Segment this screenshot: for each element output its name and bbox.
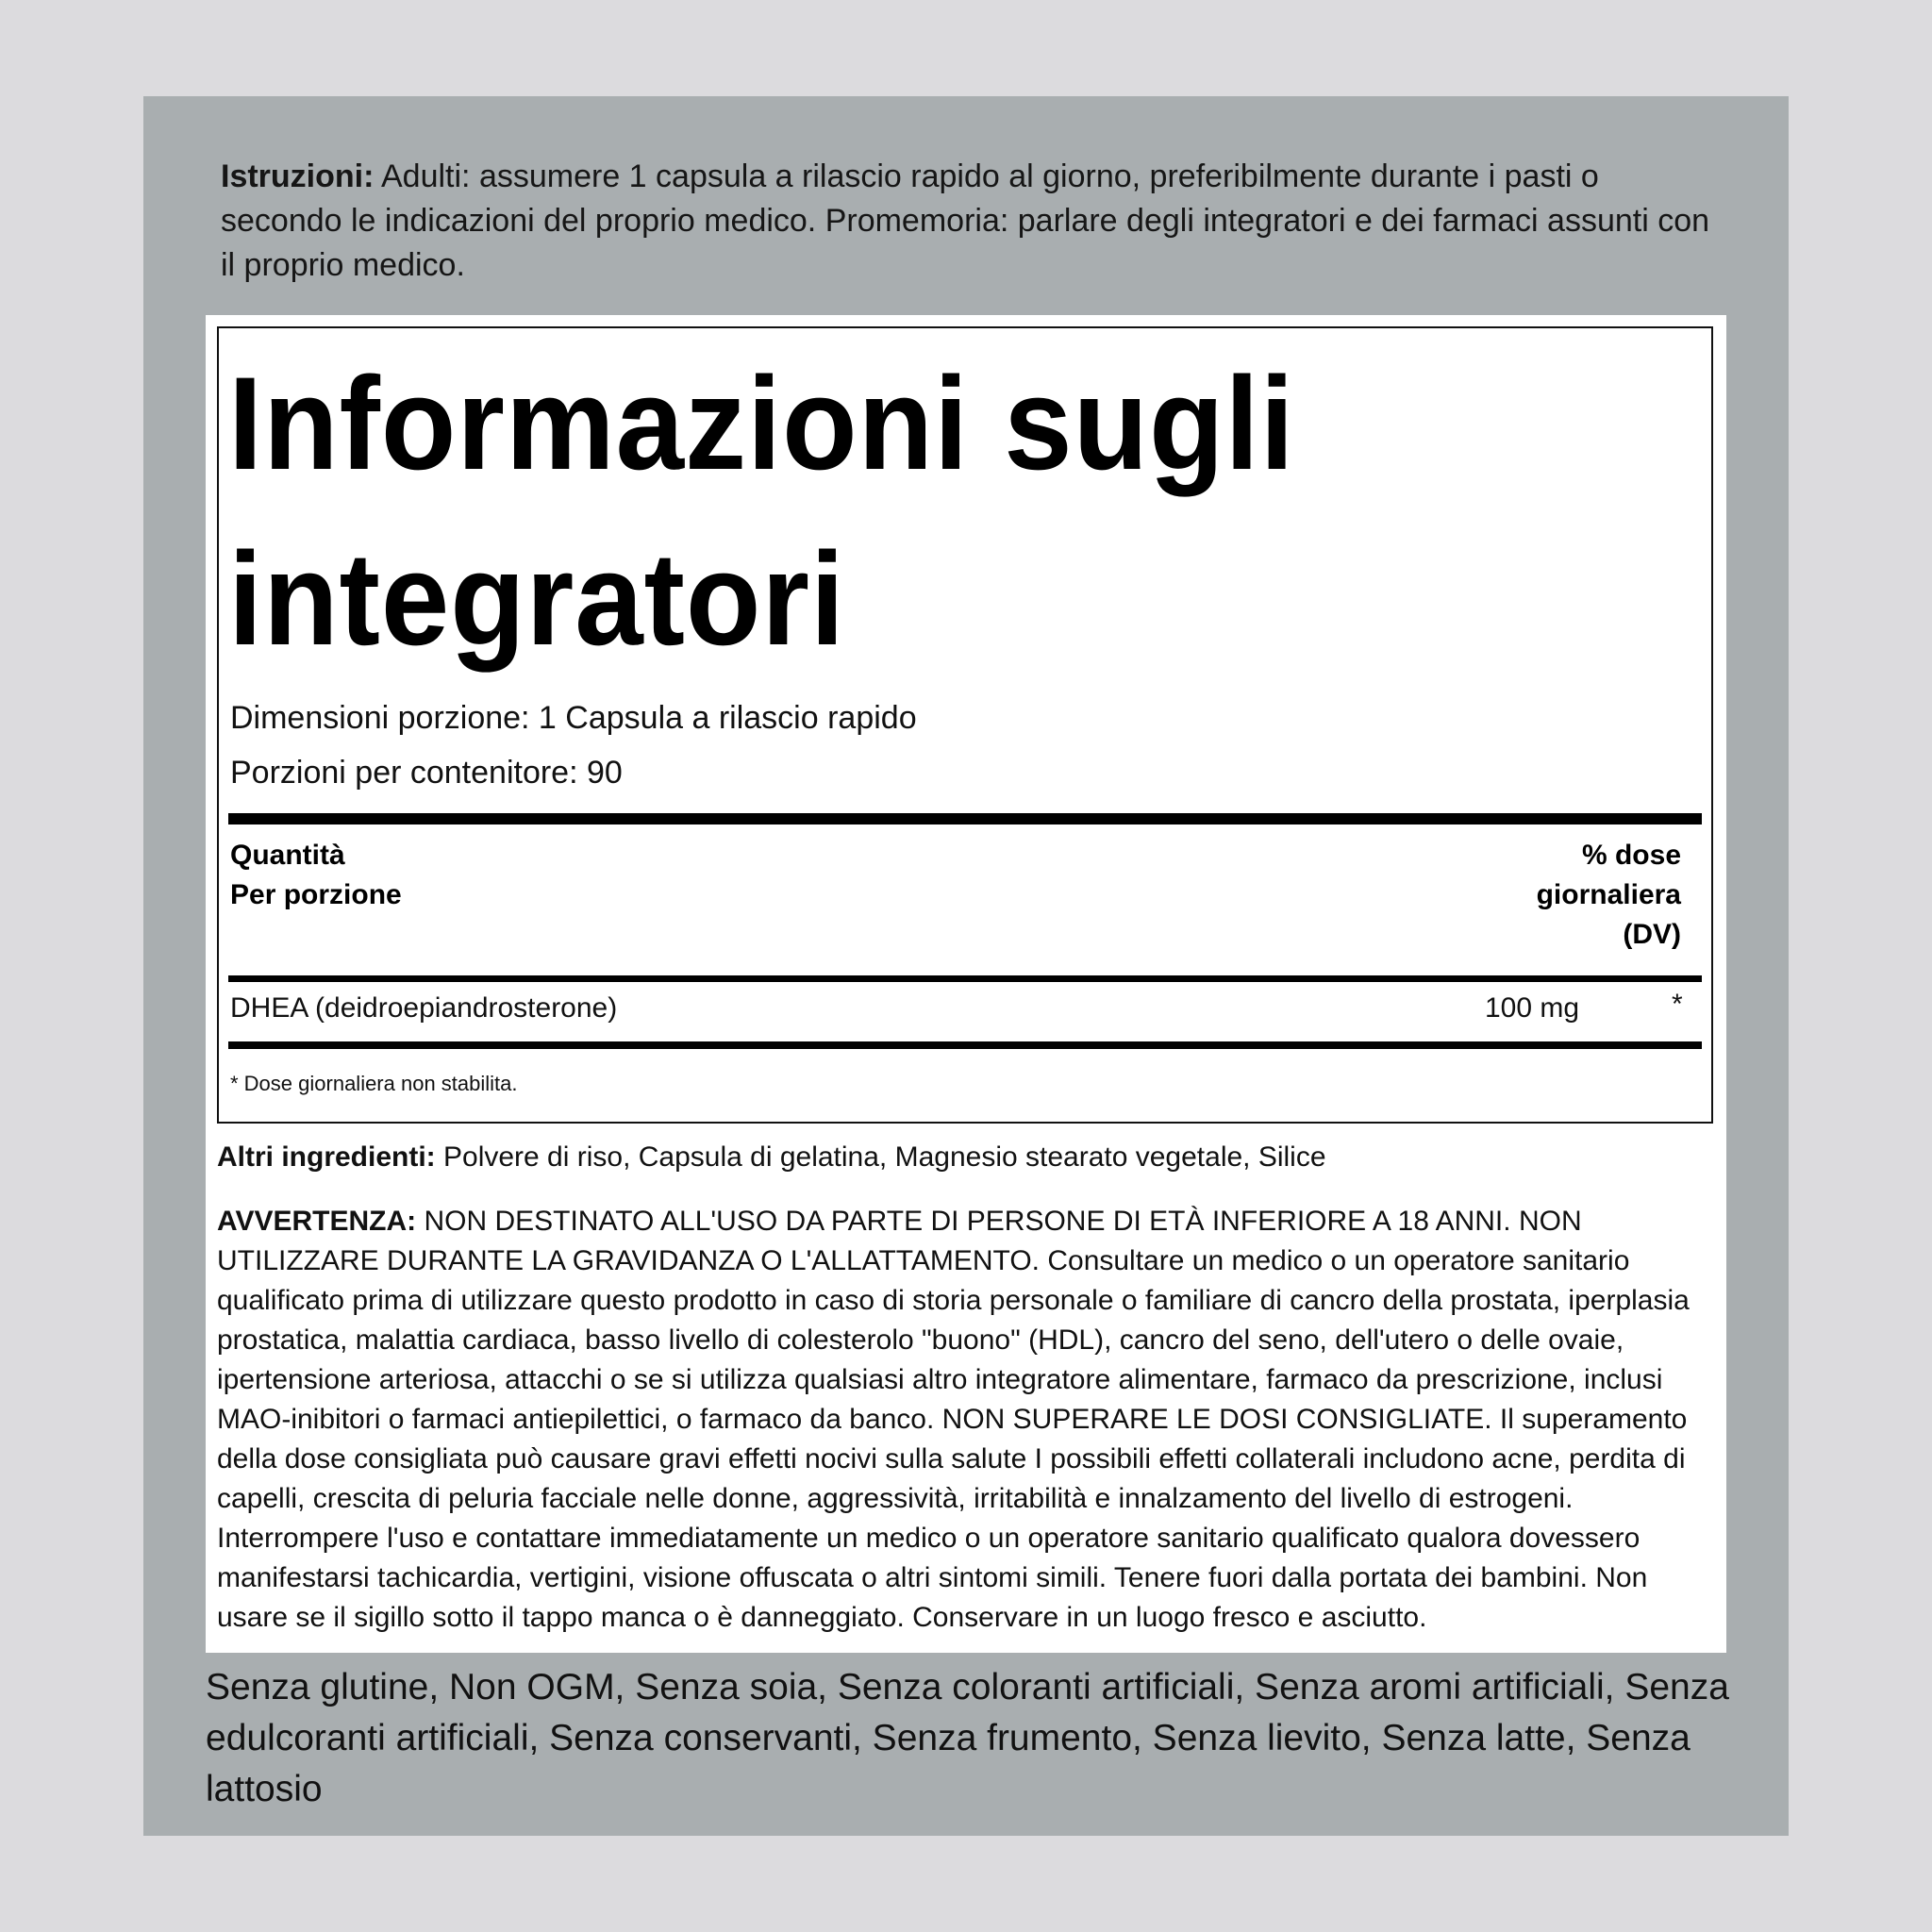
bottom-divider xyxy=(228,1041,1702,1049)
warning-body: NON DESTINATO ALL'USO DA PARTE DI PERSONE DI ETÀ INFERIORE A 18 ANNI. NON UTILIZZARE DURANTE LA GRAVIDANZA O L'ALLATTAMENTO. Consultare un medico o un operatore sanitario qualificato prima di utilizzare questo prodotto in caso di storia personale o familiare di cancro della prostata, iperplasia prostatica, malattia cardiaca, basso livello di colesterolo "buono" (HDL), cancro del seno, dell'utero o delle ovaie, ipertensione arteriosa, attacchi o se si utilizza qualsiasi altro integratore alimentare, farmaco da prescrizione, inclusi MAO-inibitori o farmaci antiepilettici, o farmaco da banco. NON SUPERARE LE DOSI CONSIGLIATE. Il superamento della dose consigliata può causare gravi effetti nocivi sulla salute I possibili effetti collaterali includono acne, perdita di capelli, crescita di peluria facciale nelle donne, aggressività, irritabilità e innalzamento del livello di estrogeni. Interrompere l'uso e contattare immediatamente un medico o un operatore sanitario qualificato qualora dovessero manifestarsi tachicardia, vertigini, visione offuscata o altri sintomi simili. Tenere fuori dalla portata dei bambini. Non usare se il sigillo sotto il tappo manca o è danneggiato. Conservare in un luogo fresco e asciutto. xyxy=(217,1206,1690,1633)
dv-header-line1: % dose xyxy=(1581,840,1681,871)
other-ingredients xyxy=(217,1141,1326,1174)
facts-title-line2: integratori xyxy=(228,525,846,673)
instructions-body: Adulti: assumere 1 capsula a rilascio rapido al giorno, preferibilmente durante i pasti o secondo le indicazioni del proprio medico. Promemoria: parlare degli integratori e dei farmaci assunti con il proprio medico. xyxy=(221,158,1710,283)
amount-header xyxy=(230,836,402,915)
daily-value-header xyxy=(1537,836,1681,955)
medium-divider xyxy=(228,975,1702,982)
dv-header-line2: giornaliera xyxy=(1536,879,1681,910)
facts-title-line1: Informazioni sugli xyxy=(228,349,1295,497)
serving-size: Dimensioni porzione: 1 Capsula a rilascio rapido xyxy=(230,700,917,736)
amount-header-line2: Per porzione xyxy=(230,879,402,910)
label-white-area xyxy=(206,315,1726,1653)
thick-divider xyxy=(228,813,1702,824)
facts-title xyxy=(228,336,1457,687)
other-ingredients-text: Polvere di riso, Capsula di gelatina, Magnesio stearato vegetale, Silice xyxy=(435,1141,1326,1173)
ingredient-name: DHEA (deidroepiandrosterone) xyxy=(230,992,618,1024)
supplement-facts-box xyxy=(217,326,1713,1124)
instructions-text xyxy=(221,155,1721,288)
dv-header-line3: (DV) xyxy=(1623,919,1681,950)
ingredient-dv: * xyxy=(1672,989,1683,1020)
warning-text xyxy=(217,1202,1717,1638)
instructions-label: Istruzioni: xyxy=(221,158,375,194)
free-from-list: Senza glutine, Non OGM, Senza soia, Senza coloranti artificiali, Senza aromi artificiali, Senza edulcoranti artificiali, Senza conservanti, Senza frumento, Senza lievito, Senza latte, Senza lattosio xyxy=(206,1667,1729,1809)
amount-header-line1: Quantità xyxy=(230,840,345,871)
ingredient-amount: 100 mg xyxy=(1485,992,1580,1024)
warning-label: AVVERTENZA: xyxy=(217,1206,417,1237)
footnote: * Dose giornaliera non stabilita. xyxy=(230,1072,518,1095)
servings-per-container: Porzioni per contenitore: 90 xyxy=(230,755,623,791)
other-ingredients-label: Altri ingredienti: xyxy=(217,1141,436,1173)
label-panel xyxy=(143,96,1789,1836)
